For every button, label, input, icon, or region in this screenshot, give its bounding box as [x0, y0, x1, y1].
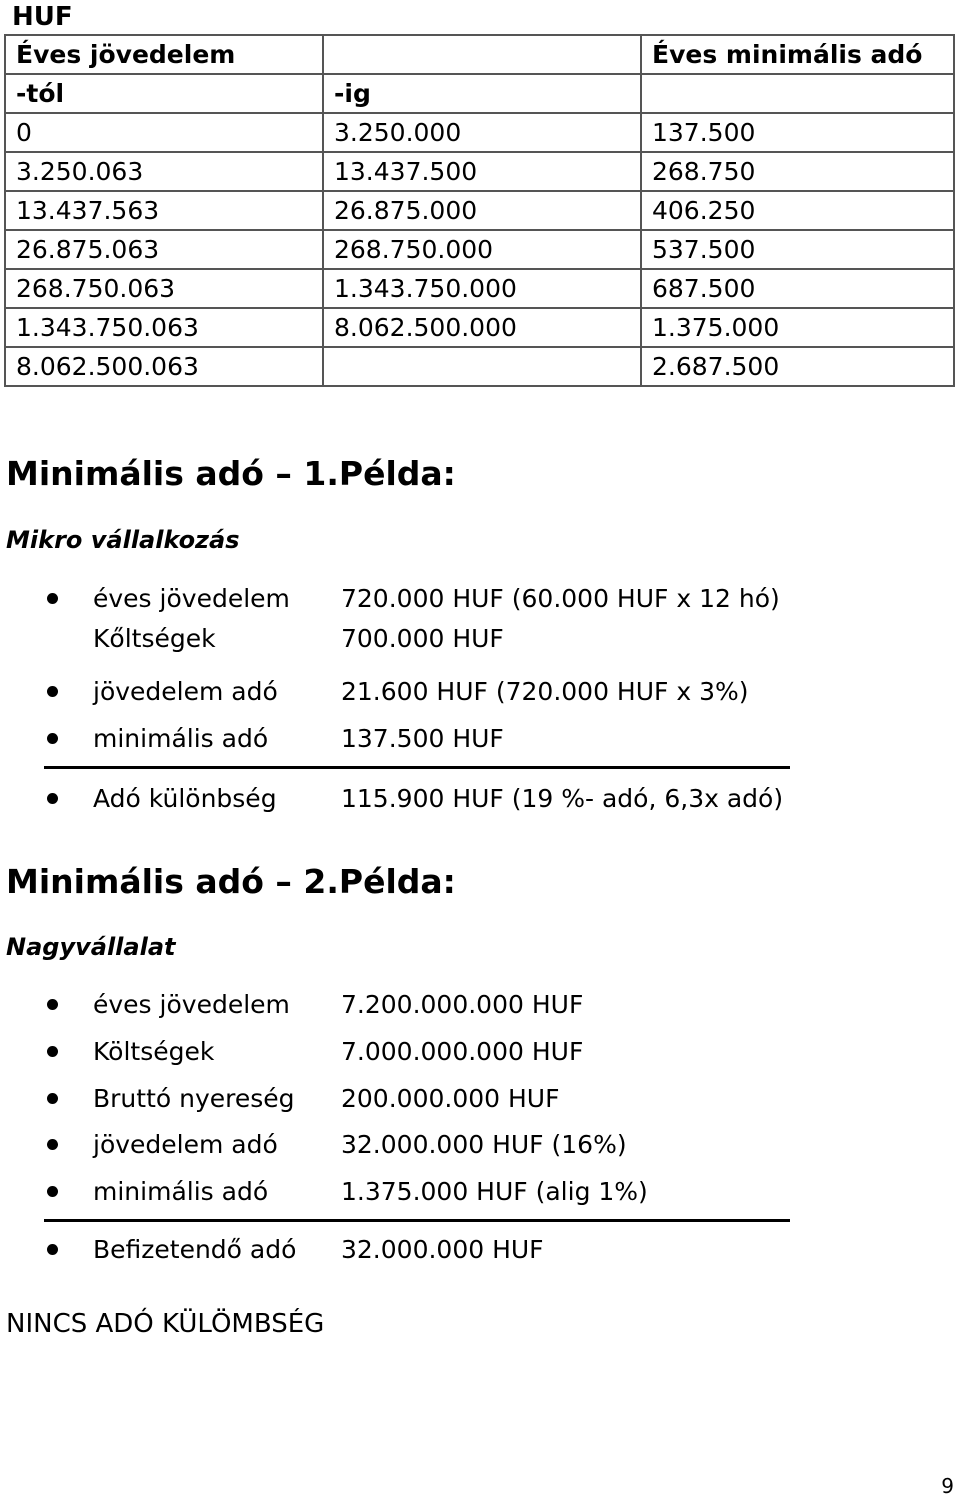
header-cell	[323, 35, 641, 74]
bullet-icon	[47, 1093, 58, 1104]
minimum-tax-table	[4, 34, 955, 387]
table-cell: 3.250.000	[323, 113, 641, 152]
item-label: Bruttó nyereség	[93, 1084, 295, 1113]
example2-subtitle: Nagyvállalat	[6, 933, 176, 961]
item-value: 32.000.000 HUF (16%)	[341, 1130, 627, 1159]
table-cell: 268.750	[641, 152, 954, 191]
currency-label: HUF	[12, 2, 73, 32]
footer-note: NINCS ADÓ KÜLÖMBSÉG	[6, 1309, 325, 1339]
table-cell: 26.875.000	[323, 191, 641, 230]
table-subheader-row	[5, 74, 954, 113]
item-value: 137.500 HUF	[341, 724, 504, 753]
table-cell: 1.375.000	[641, 308, 954, 347]
item-label: Befizetendő adó	[93, 1235, 297, 1264]
item-label: minimális adó	[93, 1177, 269, 1206]
table-cell: 8.062.500.063	[5, 347, 323, 386]
item-label: minimális adó	[93, 724, 269, 753]
table-cell: 406.250	[641, 191, 954, 230]
item-value: 21.600 HUF (720.000 HUF x 3%)	[341, 677, 749, 706]
item-value: 7.000.000.000 HUF	[341, 1037, 584, 1066]
table-cell: 13.437.563	[5, 191, 323, 230]
bullet-icon	[47, 1186, 58, 1197]
table-cell: 8.062.500.000	[323, 308, 641, 347]
bullet-icon	[47, 733, 58, 744]
table-cell: 268.750.000	[323, 230, 641, 269]
table-cell: 137.500	[641, 113, 954, 152]
example1-subtitle: Mikro vállalkozás	[6, 526, 240, 554]
table-cell: 268.750.063	[5, 269, 323, 308]
table-cell: 687.500	[641, 269, 954, 308]
table-row	[5, 191, 954, 230]
item-label: Kőltségek	[93, 624, 216, 653]
table-row	[5, 230, 954, 269]
item-value: 200.000.000 HUF	[341, 1084, 560, 1113]
table-row	[5, 152, 954, 191]
divider	[44, 766, 790, 769]
table-cell: 2.687.500	[641, 347, 954, 386]
bullet-icon	[47, 1046, 58, 1057]
item-value: 115.900 HUF (19 %- adó, 6,3x adó)	[341, 784, 784, 813]
header-cell	[641, 74, 954, 113]
header-cell: -ig	[323, 74, 641, 113]
table-cell	[323, 347, 641, 386]
item-value: 700.000 HUF	[341, 624, 504, 653]
table-row	[5, 113, 954, 152]
example1-title: Minimális adó – 1.Példa:	[6, 454, 456, 493]
table-cell: 537.500	[641, 230, 954, 269]
table-header-row	[5, 35, 954, 74]
item-value: 7.200.000.000 HUF	[341, 990, 584, 1019]
item-label: jövedelem adó	[93, 1130, 278, 1159]
table-row	[5, 347, 954, 386]
bullet-icon	[47, 1244, 58, 1255]
item-label: Költségek	[93, 1037, 215, 1066]
item-label: éves jövedelem	[93, 584, 290, 613]
example2-title: Minimális adó – 2.Példa:	[6, 862, 456, 901]
item-label: éves jövedelem	[93, 990, 290, 1019]
header-cell: Éves minimális adó	[641, 35, 954, 74]
bullet-icon	[47, 999, 58, 1010]
table-cell: 26.875.063	[5, 230, 323, 269]
item-value: 720.000 HUF (60.000 HUF x 12 hó)	[341, 584, 780, 613]
item-value: 1.375.000 HUF (alig 1%)	[341, 1177, 648, 1206]
item-value: 32.000.000 HUF	[341, 1235, 544, 1264]
page-number: 9	[941, 1474, 954, 1498]
item-label: jövedelem adó	[93, 677, 278, 706]
table-cell: 13.437.500	[323, 152, 641, 191]
divider	[44, 1219, 790, 1222]
table-cell: 1.343.750.063	[5, 308, 323, 347]
table-row	[5, 269, 954, 308]
bullet-icon	[47, 686, 58, 697]
table-row	[5, 308, 954, 347]
table-cell: 3.250.063	[5, 152, 323, 191]
header-cell: -tól	[5, 74, 323, 113]
table-cell: 1.343.750.000	[323, 269, 641, 308]
bullet-icon	[47, 793, 58, 804]
bullet-icon	[47, 593, 58, 604]
bullet-icon	[47, 1139, 58, 1150]
table-cell: 0	[5, 113, 323, 152]
header-cell: Éves jövedelem	[5, 35, 323, 74]
item-label: Adó különbség	[93, 784, 277, 813]
